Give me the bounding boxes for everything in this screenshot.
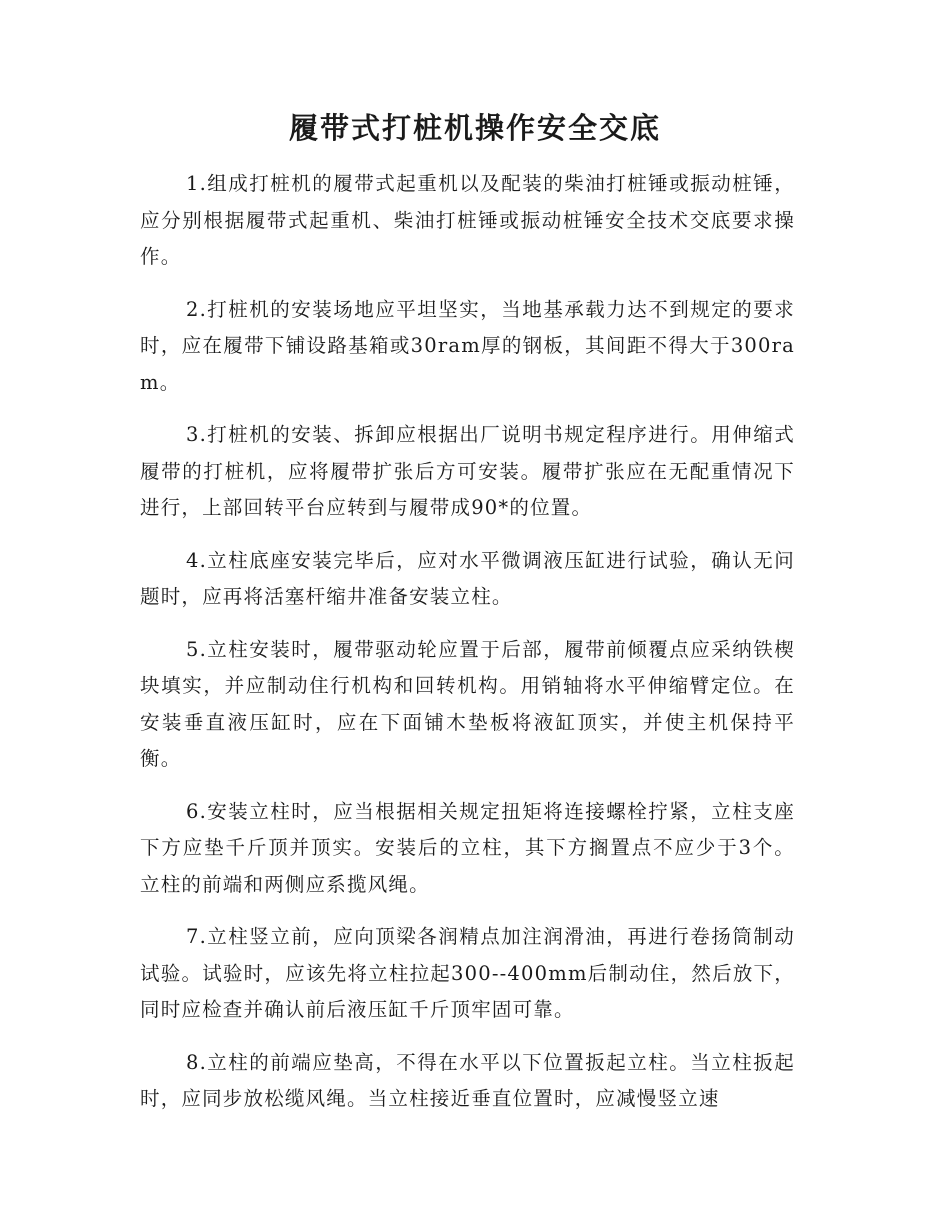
paragraph-3: 3.打桩机的安装、拆卸应根据出厂说明书规定程序进行。用伸缩式履带的打桩机，应将履带扩张后方可安装。履带扩张应在无配重情况下进行，上部回转平台应转到与履带成90*的位置。 [140,423,795,519]
paragraph-4: 4.立柱底座安装完毕后，应对水平微调液压缸进行试验，确认无问题时，应再将活塞杆缩井准备安装立柱。 [140,548,795,608]
paragraph-1: 1.组成打桩机的履带式起重机以及配装的柴油打桩锤或振动桩锤，应分别根据履带式起重机、柴油打桩锤或振动桩锤安全技术交底要求操作。 [140,172,795,268]
page-title: 履带式打桩机操作安全交底 [288,111,661,145]
paragraph-8: 8.立柱的前端应垫高，不得在水平以下位置扳起立柱。当立柱扳起时，应同步放松缆风绳。当立柱接近垂直位置时，应减慢竖立速 [140,1050,795,1110]
paragraph-6: 6.安装立柱时，应当根据相关规定扭矩将连接螺栓拧紧，立柱支座下方应垫千斤顶并顶实。安装后的立柱，其下方搁置点不应少于3个。立柱的前端和两侧应系揽风绳。 [140,799,795,896]
paragraph-7: 7.立柱竖立前，应向顶梁各润精点加注润滑油，再进行卷扬筒制动试验。试验时，应该先将立柱拉起300--400mm后制动住，然后放下，同时应检查并确认前后液压缸千斤顶牢固可靠。 [140,925,795,1021]
document-body [140,166,795,1134]
paragraph-5: 5.立柱安装时，履带驱动轮应置于后部，履带前倾覆点应采纳铁楔块填实，并应制动住行机构和回转机构。用销轴将水平伸缩臂定位。在安装垂直液压缸时，应在下面铺木垫板将液缸顶实，并使主机保持平衡。 [140,637,795,770]
paragraph-2: 2.打桩机的安装场地应平坦坚实，当地基承载力达不到规定的要求时，应在履带下铺设路基箱或30ram厚的钢板，其间距不得大于300ram。 [140,297,795,394]
